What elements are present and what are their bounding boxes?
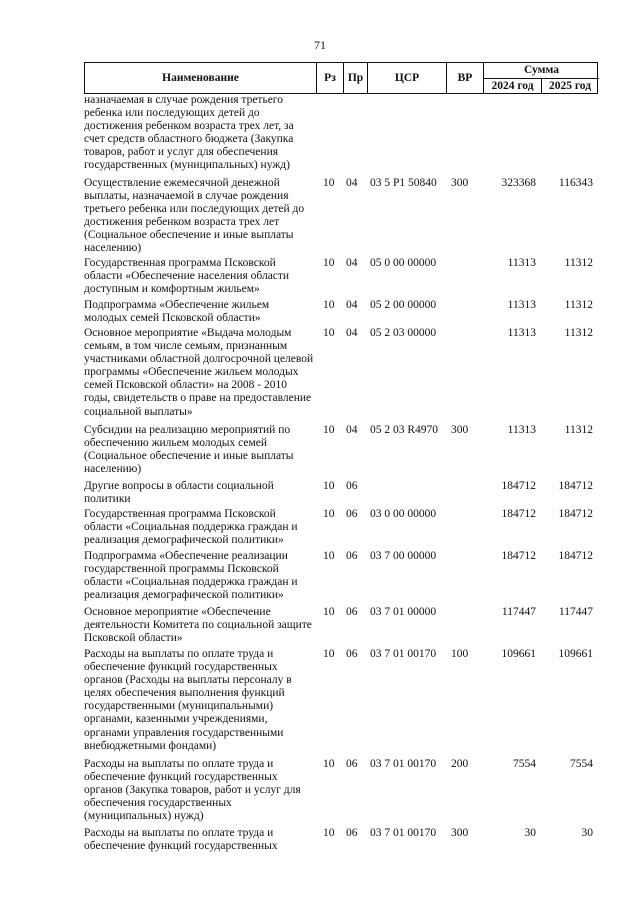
row-rz: 10 (323, 480, 335, 492)
header-year-2024: 2024 год (484, 78, 542, 93)
row-pr: 06 (346, 550, 358, 562)
row-vr: 300 (451, 424, 469, 436)
row-sum-2024: 11313 (507, 299, 536, 311)
table-row (84, 480, 600, 508)
row-sum-2025: 11312 (564, 299, 593, 311)
row-name: Расходы на выплаты по оплате труда и обеспечение функций государственных (84, 827, 278, 853)
row-pr: 04 (346, 257, 358, 269)
row-sum-2025: 184712 (558, 508, 593, 520)
row-name: Государственная программа Псковской области «Социальная поддержка граждан и реализация демографической политики» (84, 508, 298, 547)
header-csr: ЦСР (368, 63, 447, 93)
row-sum-2024: 11313 (507, 327, 536, 339)
row-pr: 06 (346, 606, 358, 618)
row-name: Основное мероприятие «Обеспечение деятельности Комитета по социальной защите Псковской области» (84, 606, 312, 645)
row-pr: 06 (346, 758, 358, 770)
row-csr: 05 2 03 R4970 (370, 424, 439, 436)
table-row (84, 327, 600, 424)
row-csr: 03 7 01 00170 (370, 648, 437, 660)
table-row (84, 299, 600, 327)
row-sum-2024: 184712 (501, 550, 536, 562)
row-name: Субсидии на реализацию мероприятий по обеспечению жильем молодых семей (Социальное обеспечение и иные выплаты населению) (84, 424, 294, 476)
row-pr: 06 (346, 827, 358, 839)
row-name: Основное мероприятие «Выдача молодым семьям, в том числе семьям, признанным участниками областной долгосрочной целевой программы «Обеспечение жильем молодых семей Псковской области» на 2008 - 2010 годы, свидетельств о праве на предоставление социальной выплаты» (84, 327, 314, 418)
header-year-2025: 2025 год (548, 80, 592, 92)
row-pr: 06 (346, 648, 358, 660)
table-row (84, 648, 600, 758)
header-sum-title: Сумма (484, 63, 599, 79)
row-sum-2025: 11312 (564, 257, 593, 269)
row-csr: 03 7 01 00170 (370, 827, 437, 839)
header-pr: Пр (344, 63, 368, 93)
row-rz: 10 (323, 758, 335, 770)
table-header (84, 62, 598, 94)
row-csr: 03 0 00 00000 (370, 508, 437, 520)
row-csr: 03 5 P1 50840 (370, 177, 437, 189)
row-rz: 10 (323, 550, 335, 562)
row-rz: 10 (323, 606, 335, 618)
row-pr: 06 (346, 508, 358, 520)
table-row (84, 508, 600, 550)
row-name: Подпрограмма «Обеспечение жильем молодых семей Псковской области» (84, 299, 270, 325)
row-rz: 10 (323, 424, 335, 436)
table-row (84, 177, 600, 257)
row-sum-2024: 11313 (507, 257, 536, 269)
row-csr: 05 0 00 00000 (370, 257, 437, 269)
table-row (84, 606, 600, 648)
row-vr: 200 (451, 758, 469, 770)
row-sum-2025: 109661 (558, 648, 593, 660)
row-csr: 03 7 01 00170 (370, 758, 437, 770)
row-rz: 10 (323, 508, 335, 520)
row-sum-2024: 184712 (501, 508, 536, 520)
table-row (84, 758, 600, 827)
row-pr: 04 (346, 327, 358, 339)
row-name: Другие вопросы в области социальной политики (84, 480, 274, 506)
row-sum-2025: 30 (581, 827, 593, 839)
table-row (84, 257, 600, 299)
row-sum-2024: 7554 (513, 758, 536, 770)
table-body (84, 94, 600, 857)
row-vr: 300 (451, 827, 469, 839)
row-name: Расходы на выплаты по оплате труда и обеспечение функций государственных органов (Закупка товаров, работ и услуг для обеспечения государственных (муниципальных) нужд) (84, 758, 301, 823)
row-name: Подпрограмма «Обеспечение реализации государственной программы Псковской области «Социальная поддержка граждан и реализация демографической политики» (84, 550, 298, 602)
header-sum (484, 63, 599, 93)
row-sum-2024: 184712 (501, 480, 536, 492)
table-row (84, 827, 600, 857)
row-vr: 300 (451, 177, 469, 189)
row-sum-2024: 109661 (501, 648, 536, 660)
table-row (84, 550, 600, 606)
header-rz: Рз (317, 63, 344, 93)
page-number: 71 (314, 38, 326, 52)
row-csr: 05 2 03 00000 (370, 327, 437, 339)
row-rz: 10 (323, 177, 335, 189)
row-sum-2024: 11313 (507, 424, 536, 436)
row-pr: 06 (346, 480, 358, 492)
row-pr: 04 (346, 299, 358, 311)
row-csr: 03 7 01 00000 (370, 606, 437, 618)
row-rz: 10 (323, 299, 335, 311)
row-sum-2025: 11312 (564, 424, 593, 436)
row-sum-2025: 117447 (558, 606, 593, 618)
row-vr: 100 (451, 648, 469, 660)
row-sum-2025: 184712 (558, 550, 593, 562)
row-sum-2024: 117447 (501, 606, 536, 618)
header-name: Наименование (85, 63, 317, 93)
row-name: Осуществление ежемесячной денежной выплаты, назначаемой в случае рождения третьего ребенка или последующих детей до достижения ребенком возраста трех лет (Социальное обеспечение и иные выплаты населению) (84, 177, 305, 255)
row-name: назначаемая в случае рождения третьего ребенка или последующих детей до достижения ребенком возраста трех лет, за счет средств областного бюджета (Закупка товаров, работ и услуг для обеспечения государственных (муниципальных) нужд) (84, 94, 294, 172)
table-row (84, 94, 600, 177)
row-rz: 10 (323, 827, 335, 839)
header-vr: ВР (447, 63, 484, 93)
row-sum-2025: 11312 (564, 327, 593, 339)
row-sum-2024: 30 (524, 827, 536, 839)
row-sum-2025: 7554 (570, 758, 593, 770)
table-row (84, 424, 600, 480)
row-csr: 05 2 00 00000 (370, 299, 437, 311)
row-name: Расходы на выплаты по оплате труда и обеспечение функций государственных органов (Расходы на выплаты персоналу в целях обеспечения выполнения функций государственными (муниципальными) органами, казенными учреждениями, органами управления государственными внебюджетными фондами) (84, 648, 292, 752)
row-sum-2025: 116343 (558, 177, 593, 189)
row-rz: 10 (323, 327, 335, 339)
row-sum-2024: 323368 (501, 177, 536, 189)
row-name: Государственная программа Псковской области «Обеспечение населения области доступным и комфортным жильем» (84, 257, 290, 296)
row-pr: 04 (346, 424, 358, 436)
row-csr: 03 7 00 00000 (370, 550, 437, 562)
row-rz: 10 (323, 257, 335, 269)
row-sum-2025: 184712 (558, 480, 593, 492)
row-rz: 10 (323, 648, 335, 660)
row-pr: 04 (346, 177, 358, 189)
